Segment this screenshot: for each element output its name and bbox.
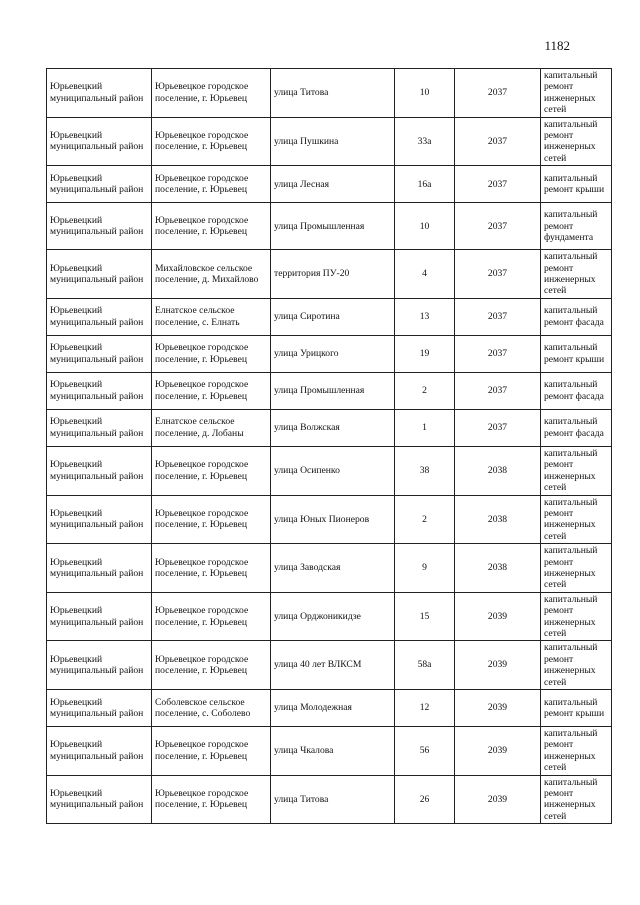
year-cell: 2038 — [455, 544, 541, 593]
district-cell: Юрьевецкий муниципальный район — [47, 446, 152, 495]
repair-type-cell: капитальный ремонт инженерных сетей — [541, 775, 612, 824]
house-number-cell: 4 — [395, 250, 455, 299]
year-cell: 2037 — [455, 372, 541, 409]
year-cell: 2037 — [455, 250, 541, 299]
street-cell: улица Титова — [271, 69, 395, 118]
street-cell: улица Титова — [271, 775, 395, 824]
year-cell: 2037 — [455, 166, 541, 203]
house-number-cell: 13 — [395, 298, 455, 335]
table-row — [47, 727, 612, 776]
settlement-cell: Соболевское сельское поселение, с. Соболево — [152, 690, 271, 727]
settlement-cell: Юрьевецкое городское поселение, г. Юрьевец — [152, 335, 271, 372]
year-cell: 2038 — [455, 446, 541, 495]
district-cell: Юрьевецкий муниципальный район — [47, 166, 152, 203]
table-row — [47, 298, 612, 335]
repair-type-cell: капитальный ремонт инженерных сетей — [541, 69, 612, 118]
repair-type-cell: капитальный ремонт инженерных сетей — [541, 117, 612, 166]
table-row — [47, 203, 612, 250]
district-cell: Юрьевецкий муниципальный район — [47, 592, 152, 641]
settlement-cell: Юрьевецкое городское поселение, г. Юрьевец — [152, 69, 271, 118]
repair-type-cell: капитальный ремонт инженерных сетей — [541, 727, 612, 776]
table-row — [47, 69, 612, 118]
house-number-cell: 56 — [395, 727, 455, 776]
year-cell: 2039 — [455, 690, 541, 727]
settlement-cell: Юрьевецкое городское поселение, г. Юрьевец — [152, 117, 271, 166]
settlement-cell: Юрьевецкое городское поселение, г. Юрьевец — [152, 641, 271, 690]
year-cell: 2039 — [455, 775, 541, 824]
street-cell: улица Промышленная — [271, 372, 395, 409]
settlement-cell: Юрьевецкое городское поселение, г. Юрьевец — [152, 372, 271, 409]
year-cell: 2038 — [455, 495, 541, 544]
street-cell: улица Лесная — [271, 166, 395, 203]
repair-type-cell: капитальный ремонт инженерных сетей — [541, 250, 612, 299]
year-cell: 2037 — [455, 409, 541, 446]
street-cell: улица Пушкина — [271, 117, 395, 166]
repair-type-cell: капитальный ремонт инженерных сетей — [541, 544, 612, 593]
table-row — [47, 775, 612, 824]
house-number-cell: 1 — [395, 409, 455, 446]
district-cell: Юрьевецкий муниципальный район — [47, 69, 152, 118]
district-cell: Юрьевецкий муниципальный район — [47, 298, 152, 335]
house-number-cell: 33а — [395, 117, 455, 166]
house-number-cell: 10 — [395, 69, 455, 118]
settlement-cell: Юрьевецкое городское поселение, г. Юрьевец — [152, 727, 271, 776]
street-cell: территория ПУ-20 — [271, 250, 395, 299]
house-number-cell: 2 — [395, 495, 455, 544]
year-cell: 2037 — [455, 203, 541, 250]
settlement-cell: Михайловское сельское поселение, д. Михайлово — [152, 250, 271, 299]
house-number-cell: 19 — [395, 335, 455, 372]
district-cell: Юрьевецкий муниципальный район — [47, 727, 152, 776]
house-number-cell: 58а — [395, 641, 455, 690]
district-cell: Юрьевецкий муниципальный район — [47, 117, 152, 166]
repair-type-cell: капитальный ремонт фасада — [541, 409, 612, 446]
house-number-cell: 9 — [395, 544, 455, 593]
settlement-cell: Юрьевецкое городское поселение, г. Юрьевец — [152, 775, 271, 824]
district-cell: Юрьевецкий муниципальный район — [47, 335, 152, 372]
year-cell: 2037 — [455, 335, 541, 372]
district-cell: Юрьевецкий муниципальный район — [47, 372, 152, 409]
house-number-cell: 38 — [395, 446, 455, 495]
table-row — [47, 166, 612, 203]
street-cell: улица 40 лет ВЛКСМ — [271, 641, 395, 690]
street-cell: улица Орджоникидзе — [271, 592, 395, 641]
year-cell: 2037 — [455, 117, 541, 166]
table-row — [47, 372, 612, 409]
district-cell: Юрьевецкий муниципальный район — [47, 250, 152, 299]
street-cell: улица Юных Пионеров — [271, 495, 395, 544]
settlement-cell: Юрьевецкое городское поселение, г. Юрьевец — [152, 166, 271, 203]
district-cell: Юрьевецкий муниципальный район — [47, 690, 152, 727]
repair-type-cell: капитальный ремонт инженерных сетей — [541, 446, 612, 495]
settlement-cell: Елнатское сельское поселение, с. Елнать — [152, 298, 271, 335]
repair-type-cell: капитальный ремонт фасада — [541, 298, 612, 335]
page-number: 1182 — [544, 38, 570, 53]
table-row — [47, 495, 612, 544]
district-cell: Юрьевецкий муниципальный район — [47, 775, 152, 824]
table-row — [47, 335, 612, 372]
repair-type-cell: капитальный ремонт крыши — [541, 166, 612, 203]
repair-type-cell: капитальный ремонт инженерных сетей — [541, 641, 612, 690]
table-row — [47, 250, 612, 299]
repair-type-cell: капитальный ремонт крыши — [541, 690, 612, 727]
repair-type-cell: капитальный ремонт фундамента — [541, 203, 612, 250]
settlement-cell: Юрьевецкое городское поселение, г. Юрьевец — [152, 544, 271, 593]
table-body — [47, 69, 612, 824]
settlement-cell: Юрьевецкое городское поселение, г. Юрьевец — [152, 495, 271, 544]
settlement-cell: Елнатское сельское поселение, д. Лобаны — [152, 409, 271, 446]
district-cell: Юрьевецкий муниципальный район — [47, 544, 152, 593]
table-row — [47, 446, 612, 495]
district-cell: Юрьевецкий муниципальный район — [47, 203, 152, 250]
table-row — [47, 592, 612, 641]
year-cell: 2037 — [455, 69, 541, 118]
table-row — [47, 690, 612, 727]
house-number-cell: 15 — [395, 592, 455, 641]
house-number-cell: 16а — [395, 166, 455, 203]
settlement-cell: Юрьевецкое городское поселение, г. Юрьевец — [152, 203, 271, 250]
street-cell: улица Промышленная — [271, 203, 395, 250]
street-cell: улица Сиротина — [271, 298, 395, 335]
house-number-cell: 26 — [395, 775, 455, 824]
house-number-cell: 12 — [395, 690, 455, 727]
house-number-cell: 2 — [395, 372, 455, 409]
district-cell: Юрьевецкий муниципальный район — [47, 495, 152, 544]
street-cell: улица Молодежная — [271, 690, 395, 727]
district-cell: Юрьевецкий муниципальный район — [47, 641, 152, 690]
table-row — [47, 117, 612, 166]
house-number-cell: 10 — [395, 203, 455, 250]
settlement-cell: Юрьевецкое городское поселение, г. Юрьевец — [152, 446, 271, 495]
repair-type-cell: капитальный ремонт инженерных сетей — [541, 495, 612, 544]
table-row — [47, 544, 612, 593]
housing-repair-table — [46, 68, 612, 824]
year-cell: 2039 — [455, 727, 541, 776]
street-cell: улица Волжская — [271, 409, 395, 446]
street-cell: улица Осипенко — [271, 446, 395, 495]
district-cell: Юрьевецкий муниципальный район — [47, 409, 152, 446]
repair-type-cell: капитальный ремонт крыши — [541, 335, 612, 372]
settlement-cell: Юрьевецкое городское поселение, г. Юрьевец — [152, 592, 271, 641]
repair-type-cell: капитальный ремонт фасада — [541, 372, 612, 409]
repair-type-cell: капитальный ремонт инженерных сетей — [541, 592, 612, 641]
street-cell: улица Чкалова — [271, 727, 395, 776]
table-row — [47, 641, 612, 690]
street-cell: улица Заводская — [271, 544, 395, 593]
year-cell: 2039 — [455, 592, 541, 641]
street-cell: улица Урицкого — [271, 335, 395, 372]
year-cell: 2039 — [455, 641, 541, 690]
year-cell: 2037 — [455, 298, 541, 335]
table-row — [47, 409, 612, 446]
